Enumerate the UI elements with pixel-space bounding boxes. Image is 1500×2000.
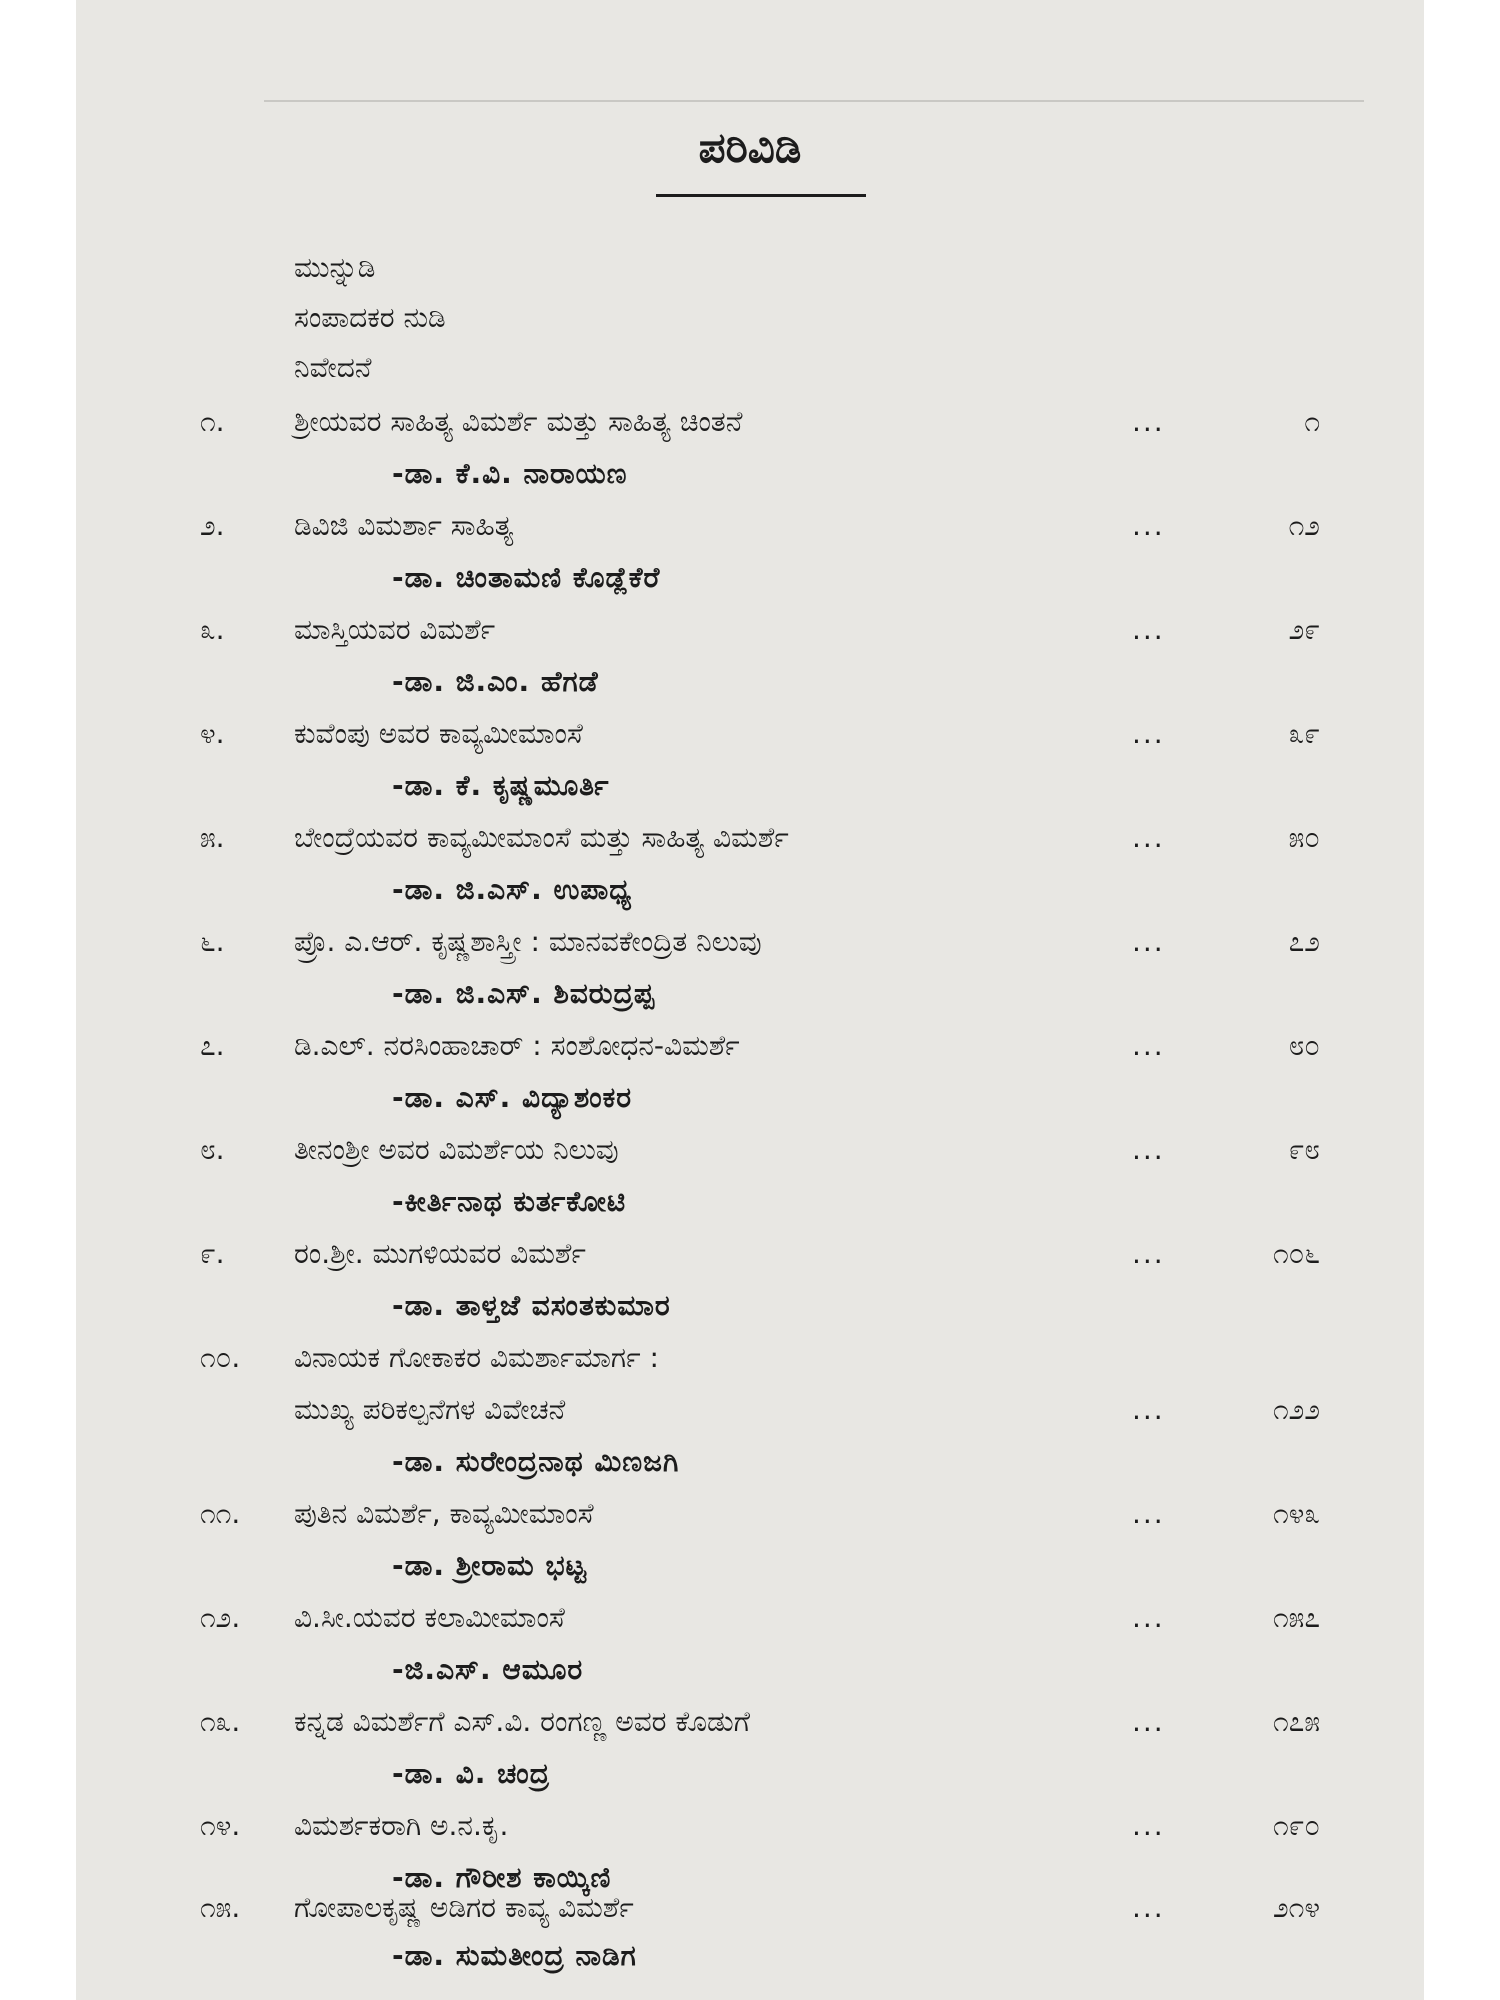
title-underline: [656, 194, 866, 197]
toc-leader: ...: [1132, 509, 1165, 542]
toc-leader: ...: [1132, 1029, 1165, 1062]
toc-leader: ...: [1132, 1809, 1165, 1842]
toc-page-number: ೮೦: [1288, 1029, 1320, 1062]
toc-title: ಕನ್ನಡ ವಿಮರ್ಶೆಗೆ ಎಸ್.ವಿ. ರಂಗಣ್ಣ ಅವರ ಕೊಡುಗೆ: [294, 1705, 750, 1738]
page-title: ಪರಿವಿಡಿ: [698, 123, 802, 172]
toc-number: ೯.: [200, 1237, 225, 1270]
toc-page-number: ೧೦೬: [1272, 1237, 1320, 1270]
toc-entry: [76, 608, 1424, 712]
toc-leader: ...: [1132, 405, 1165, 438]
toc-number: ೧.: [200, 405, 225, 438]
front-matter-item: ಸಂಪಾದಕರ ನುಡಿ: [294, 301, 446, 334]
toc-page-number: ೯೮: [1288, 1133, 1320, 1166]
toc-entry: [76, 1336, 1424, 1492]
toc-number: ೮.: [200, 1133, 225, 1166]
toc-page-number: ೭೨: [1288, 925, 1320, 958]
toc-author: -ಜಿ.ಎಸ್. ಆಮೂರ: [392, 1653, 584, 1686]
toc-title: ಡಿ.ಎಲ್. ನರಸಿಂಹಾಚಾರ್ : ಸಂಶೋಧನ-ವಿಮರ್ಶೆ: [294, 1029, 740, 1062]
toc-number: ೩.: [200, 613, 225, 646]
toc-title: ರಂ.ಶ್ರೀ. ಮುಗಳಿಯವರ ವಿಮರ್ಶೆ: [294, 1237, 586, 1270]
toc-author: -ಡಾ. ಸುಮತೀಂದ್ರ ನಾಡಿಗ: [392, 1939, 637, 1972]
toc-entry: [76, 400, 1424, 504]
toc-entry: [76, 1128, 1424, 1232]
toc-entry: [76, 504, 1424, 608]
toc-page-number: ೧೪೩: [1272, 1497, 1320, 1530]
toc-title: ಕುವೆಂಪು ಅವರ ಕಾವ್ಯಮೀಮಾಂಸೆ: [294, 717, 583, 750]
toc-number: ೨.: [200, 509, 225, 542]
toc-author: -ಡಾ. ಜಿ.ಎಸ್. ಶಿವರುದ್ರಪ್ಪ: [392, 977, 655, 1010]
toc-number: ೧೦.: [200, 1341, 241, 1374]
toc-page-number: ೧೨೨: [1272, 1393, 1320, 1426]
toc-title-continued: ಮುಖ್ಯ ಪರಿಕಲ್ಪನೆಗಳ ವಿವೇಚನೆ: [294, 1393, 566, 1426]
toc-number: ೫.: [200, 821, 225, 854]
toc-entry: [76, 1232, 1424, 1336]
toc-leader: ...: [1132, 1133, 1165, 1166]
toc-title: ಪುತಿನ ವಿಮರ್ಶೆ, ಕಾವ್ಯಮೀಮಾಂಸೆ: [294, 1497, 594, 1530]
toc-title: ವಿಮರ್ಶಕರಾಗಿ ಅ.ನ.ಕೃ.: [294, 1809, 509, 1842]
toc-author: -ಡಾ. ವಿ. ಚಂದ್ರ: [392, 1757, 551, 1790]
toc-author: -ಡಾ. ತಾಳ್ತಜೆ ವಸಂತಕುಮಾರ: [392, 1289, 671, 1322]
document-page: [76, 0, 1424, 2000]
toc-author: -ಡಾ. ಎಸ್. ವಿದ್ಯಾಶಂಕರ: [392, 1081, 633, 1114]
toc-page-number: ೧೯೦: [1272, 1809, 1320, 1842]
toc-number: ೧೨.: [200, 1601, 241, 1634]
toc-page-number: ೨೯: [1288, 613, 1320, 646]
toc-author: -ಡಾ. ಕೆ.ವಿ. ನಾರಾಯಣ: [392, 457, 628, 490]
toc-title: ಮಾಸ್ತಿಯವರ ವಿಮರ್ಶೆ: [294, 613, 496, 646]
toc-entry: [76, 1492, 1424, 1596]
toc-leader: ...: [1132, 717, 1165, 750]
toc-number: ೧೧.: [200, 1497, 241, 1530]
front-matter-item: ಮುನ್ನುಡಿ: [294, 251, 376, 284]
toc-title: ಡಿವಿಜಿ ವಿಮರ್ಶಾ ಸಾಹಿತ್ಯ: [294, 509, 514, 542]
toc-leader: ...: [1132, 1705, 1165, 1738]
toc-entry: [76, 816, 1424, 920]
toc-leader: ...: [1132, 1601, 1165, 1634]
toc-entry: [76, 1596, 1424, 1700]
toc-page-number: ೧೫೭: [1272, 1601, 1320, 1634]
toc-title: ವಿನಾಯಕ ಗೋಕಾಕರ ವಿಮರ್ಶಾಮಾರ್ಗ :: [294, 1341, 659, 1374]
toc-author: -ಕೀರ್ತಿನಾಥ ಕುರ್ತಕೋಟಿ: [392, 1185, 627, 1218]
header-rule: [264, 100, 1364, 102]
toc-title: ವಿ.ಸೀ.ಯವರ ಕಲಾಮೀಮಾಂಸೆ: [294, 1601, 565, 1634]
toc-author: -ಡಾ. ಜಿ.ಎಸ್. ಉಪಾಧ್ಯ: [392, 873, 633, 906]
toc-leader: ...: [1132, 1393, 1165, 1426]
toc-title: ತೀನಂಶ್ರೀ ಅವರ ವಿಮರ್ಶೆಯ ನಿಲುವು: [294, 1133, 619, 1166]
toc-page-number: ೧: [1304, 405, 1320, 438]
toc-number: ೧೩.: [200, 1705, 241, 1738]
toc-entry: [76, 1024, 1424, 1128]
toc-title: ಗೋಪಾಲಕೃಷ್ಣ ಅಡಿಗರ ಕಾವ್ಯ ವಿಮರ್ಶೆ: [294, 1891, 634, 1924]
toc-number: ೧೪.: [200, 1809, 241, 1842]
toc-leader: ...: [1132, 1237, 1165, 1270]
toc-page-number: ೨೧೪: [1272, 1891, 1320, 1924]
toc-leader: ...: [1132, 925, 1165, 958]
toc-page-number: ೧೭೫: [1272, 1705, 1320, 1738]
toc-author: -ಡಾ. ಚಿಂತಾಮಣಿ ಕೊಡ್ಲೆಕೆರೆ: [392, 561, 661, 594]
toc-title: ಶ್ರೀಯವರ ಸಾಹಿತ್ಯ ವಿಮರ್ಶೆ ಮತ್ತು ಸಾಹಿತ್ಯ ಚಿಂತನೆ: [294, 405, 743, 438]
toc-author: -ಡಾ. ಶ್ರೀರಾಮ ಭಟ್ಟ: [392, 1549, 587, 1582]
toc-leader: ...: [1132, 613, 1165, 646]
toc-page-number: ೫೦: [1288, 821, 1320, 854]
toc-title: ಬೇಂದ್ರೆಯವರ ಕಾವ್ಯಮೀಮಾಂಸೆ ಮತ್ತು ಸಾಹಿತ್ಯ ವಿಮರ್ಶೆ: [294, 821, 789, 854]
toc-leader: ...: [1132, 1891, 1165, 1924]
toc-author: -ಡಾ. ಸುರೇಂದ್ರನಾಥ ಮಿಣಜಗಿ: [392, 1445, 680, 1478]
toc-entry: [76, 1700, 1424, 1804]
front-matter-item: ನಿವೇದನೆ: [294, 351, 372, 384]
toc-number: ೧೫.: [200, 1891, 241, 1924]
toc-page-number: ೧೨: [1288, 509, 1320, 542]
toc-entry: [76, 1886, 1424, 1990]
toc-number: ೬.: [200, 925, 225, 958]
toc-page-number: ೩೯: [1288, 717, 1320, 750]
toc-number: ೪.: [200, 717, 225, 750]
toc-author: -ಡಾ. ಜಿ.ಎಂ. ಹೆಗಡೆ: [392, 665, 599, 698]
toc-entry: [76, 920, 1424, 1024]
toc-author: -ಡಾ. ಗೌರೀಶ ಕಾಯ್ಕಿಣಿ: [392, 1861, 612, 1894]
toc-leader: ...: [1132, 1497, 1165, 1530]
toc-author: -ಡಾ. ಕೆ. ಕೃಷ್ಣಮೂರ್ತಿ: [392, 769, 610, 802]
toc-title: ಪ್ರೊ. ಎ.ಆರ್. ಕೃಷ್ಣಶಾಸ್ತ್ರೀ : ಮಾನವಕೇಂದ್ರಿತ ನಿಲುವು: [294, 925, 762, 958]
toc-number: ೭.: [200, 1029, 225, 1062]
toc-entry: [76, 712, 1424, 816]
toc-leader: ...: [1132, 821, 1165, 854]
